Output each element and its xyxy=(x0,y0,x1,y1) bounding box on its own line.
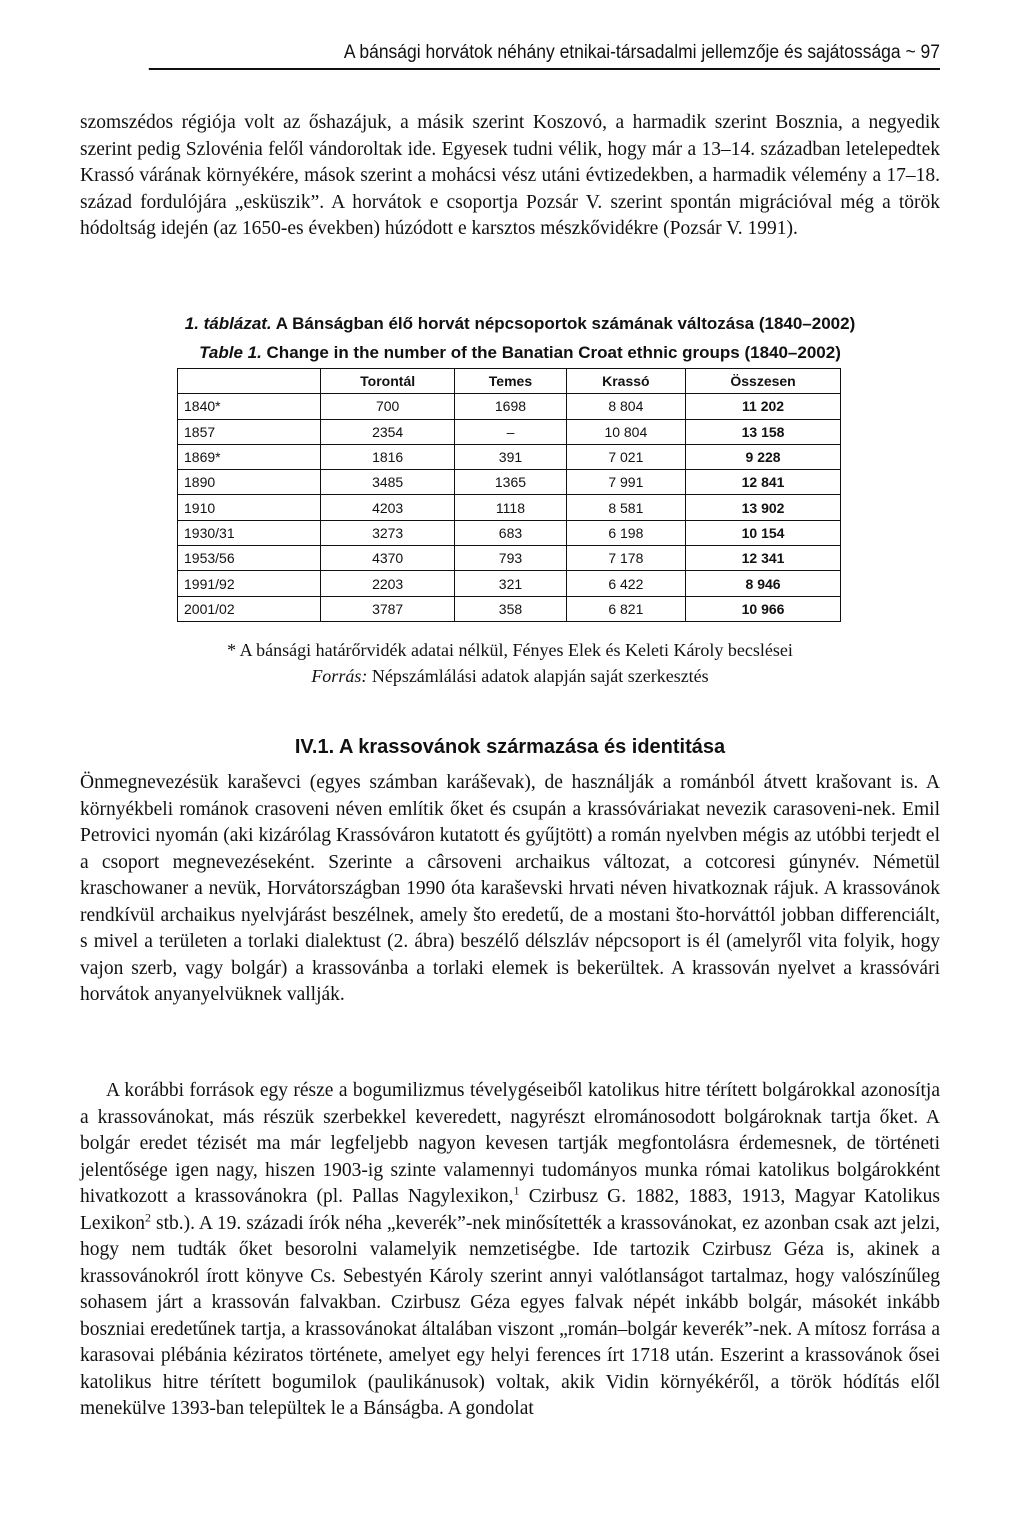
year-cell: 1890 xyxy=(178,470,321,495)
table-row xyxy=(178,495,841,520)
table-cell: 1365 xyxy=(455,470,566,495)
table-caption-en-text: Change in the number of the Banatian Croat ethnic groups (1840–2002) xyxy=(266,343,841,362)
paragraph-3-part-2: Czirbusz G. 1882, 1883, 1913, Magyar Katolikus Lexikon xyxy=(80,1186,941,1234)
total-cell: 12 341 xyxy=(686,546,841,571)
footnote-ref-2: 2 xyxy=(144,1210,151,1224)
table-header-row xyxy=(178,369,841,394)
year-cell: 1953/56 xyxy=(178,546,321,571)
table-cell: 683 xyxy=(455,520,566,545)
table-cell: 10 804 xyxy=(566,419,685,444)
table-cell: 793 xyxy=(455,546,566,571)
page-number: 97 xyxy=(920,42,940,63)
table-source xyxy=(80,664,940,688)
paragraph-2: Önmegnevezésük karaševci (egyes számban karáševak), de használják a románból átvett krašovant is. A környékbeli románok crasoveni néven említik őket és csupán a krassóváriakat nevezik carasoveni-nek. Emil Petrovici nyomán (aki kizárólag Krassóváron kutatott és gyűjtött) a román nyelvben mégis az utóbbi terjedt el a csoport megnevezéseként. Szerinte a cârsoveni archaikus változat, a cotcoresi gúnynév. Németül kraschowaner a nevük, Horvátországban 1990 óta karaševski hrvati néven hivatkoznak rájuk. A krassovánok rendkívül archaikus nyelvjárást beszélnek, amely što eredetű, de a mostani što-horváttól jobban differenciált, s mivel a területen a torlaki dialektust (2. ábra) beszélő délszláv népcsoport is él (amelyről vita folyik, hogy vajon szerb, vagy bolgár) a krassovánba a torlaki elemek is bekerültek. A krassován nyelvet a krassóvári horvátok anyanyelvüknek vallják. xyxy=(80,772,940,1005)
running-header xyxy=(149,40,940,70)
paragraph-3-part-3: stb.). A 19. századi írók néha „keverék”-nek minősítették a krassovánokat, ez azonban csak azt jelzi, hogy nem tudták őket besorolni valamelyik nemzetiségbe. Ide tartozik Czirbusz Géza is, akinek a krassovánokról írott könyve Cs. Sebestyén Károly szerint annyi valótlanságot tartalmaz, hogy valószínűleg sohasem járt a krassován falvakban. Czirbusz Géza egyes falvak népét inkább bolgár, másokét inkább boszniai eredetűnek tartja, a krassovánokat általában viszont „román–bolgár keverék”-nek. A mítosz forrása a karasovai plébánia kéziratos története, amelyet egy helyi ferences írt 1718 után. Eszerint a krassovánok ősei katolikus hitre térített bogumilok (paulikánusok) voltak, akik Vidin környékéről, a török hódítás elől menekülve 1393-ban települtek le a Bánságba. A gondolat xyxy=(80,1212,940,1419)
table-cell: 7 021 xyxy=(566,444,685,469)
intro-paragraph: szomszédos régiója volt az őshazájuk, a másik szerint Koszovó, a harmadik szerint Bosznia, a negyedik szerint pedig Szlovénia felől vándoroltak ide. Egyesek tudni vélik, hogy már a 13–14. században letelepedtek Krassó várának környékére, mások szerint a mohácsi vész utáni évtizedekben, a harmadik vélemény a 17–18. század fordulójára „esküszik”. A horvátok e csoportja Pozsár V. szerint spontán migrációval még a török hódoltság idején (az 1650-es években) húzódott e karsztos mészkővidékre (Pozsár V. 1991). xyxy=(80,112,940,239)
table-caption-hu xyxy=(120,313,920,335)
table-row xyxy=(178,470,841,495)
total-cell: 13 158 xyxy=(686,419,841,444)
table-cell: 3485 xyxy=(321,470,455,495)
total-cell: 10 154 xyxy=(686,520,841,545)
table-cell: 358 xyxy=(455,596,566,621)
table-cell: 2203 xyxy=(321,571,455,596)
section-heading: IV.1. A krassovánok származása és identitása xyxy=(294,736,726,758)
source-text: Népszámlálási adatok alapján saját szerkesztés xyxy=(371,666,709,686)
table-caption-hu-label: 1. táblázat. xyxy=(184,314,272,333)
table-header-cell: Krassó xyxy=(566,369,685,394)
paragraph-3-part-1: A korábbi források egy része a bogumilizmus tévelygéseiből katolikus hitre térített bolgárokkal azonosítja a krassovánokat, más részük szerbekkel keveredett, nagyrészt elrománosodott bolgároknak tartja őket. A bolgár eredet tézisét ma már legfeljebb nagyon kevesen tartják megfontolásra érdemesnek, de történeti jelentősége igen nagy, hiszen 1903-ig szinte valamennyi tudományos munka római katolikus bolgárokként hivatkozott a krassovánokra (pl. Pallas Nagylexikon, xyxy=(80,1080,940,1207)
year-cell: 1840* xyxy=(178,394,321,419)
year-cell: 1857 xyxy=(178,419,321,444)
table-cell: 8 804 xyxy=(566,394,685,419)
table-cell: 7 178 xyxy=(566,546,685,571)
table-header-cell: Temes xyxy=(455,369,566,394)
year-cell: 1930/31 xyxy=(178,520,321,545)
year-cell: 1910 xyxy=(178,495,321,520)
table-row xyxy=(178,546,841,571)
year-cell: 2001/02 xyxy=(178,596,321,621)
table-row xyxy=(178,520,841,545)
total-cell: 8 946 xyxy=(686,571,841,596)
table-cell: 1118 xyxy=(455,495,566,520)
total-cell: 11 202 xyxy=(686,394,841,419)
table-header-cell: Összesen xyxy=(686,369,841,394)
table-caption-hu-text: A Bánságban élő horvát népcsoportok számának változása (1840–2002) xyxy=(275,314,856,333)
table-cell: 391 xyxy=(455,444,566,469)
table-cell: 4370 xyxy=(321,546,455,571)
year-cell: 1869* xyxy=(178,444,321,469)
total-cell: 12 841 xyxy=(686,470,841,495)
table-cell: 6 422 xyxy=(566,571,685,596)
footnote-ref-1: 1 xyxy=(513,1183,520,1198)
table-row xyxy=(178,571,841,596)
table-header-cell xyxy=(178,369,321,394)
table-cell: 700 xyxy=(321,394,455,419)
total-cell: 13 902 xyxy=(686,495,841,520)
table-cell: 321 xyxy=(455,571,566,596)
total-cell: 9 228 xyxy=(686,444,841,469)
table-row xyxy=(178,444,841,469)
table-cell: 4203 xyxy=(321,495,455,520)
table-header-cell: Torontál xyxy=(321,369,455,394)
table-cell: 6 198 xyxy=(566,520,685,545)
table-row xyxy=(178,394,841,419)
table-caption-en-label: Table 1. xyxy=(199,343,262,362)
table-row xyxy=(178,596,841,621)
table-footnote: * A bánsági határőrvidék adatai nélkül, Fényes Elek és Keleti Károly becslései xyxy=(227,640,793,660)
paragraph-3 xyxy=(80,1078,940,1423)
total-cell: 10 966 xyxy=(686,596,841,621)
table-cell: 3787 xyxy=(321,596,455,621)
table-cell: 8 581 xyxy=(566,495,685,520)
table-row xyxy=(178,419,841,444)
source-label: Forrás: xyxy=(311,666,368,686)
header-title: A bánsági horvátok néhány etnikai-társadalmi jellemzője és sajátossága xyxy=(343,42,901,63)
table-caption-en xyxy=(120,342,920,364)
table-cell: 3273 xyxy=(321,520,455,545)
table-cell: 1816 xyxy=(321,444,455,469)
population-table xyxy=(177,368,841,622)
header-separator: ~ xyxy=(905,42,916,63)
year-cell: 1991/92 xyxy=(178,571,321,596)
table-cell: 6 821 xyxy=(566,596,685,621)
table-cell: – xyxy=(455,419,566,444)
table-cell: 2354 xyxy=(321,419,455,444)
table-cell: 7 991 xyxy=(566,470,685,495)
table-cell: 1698 xyxy=(455,394,566,419)
